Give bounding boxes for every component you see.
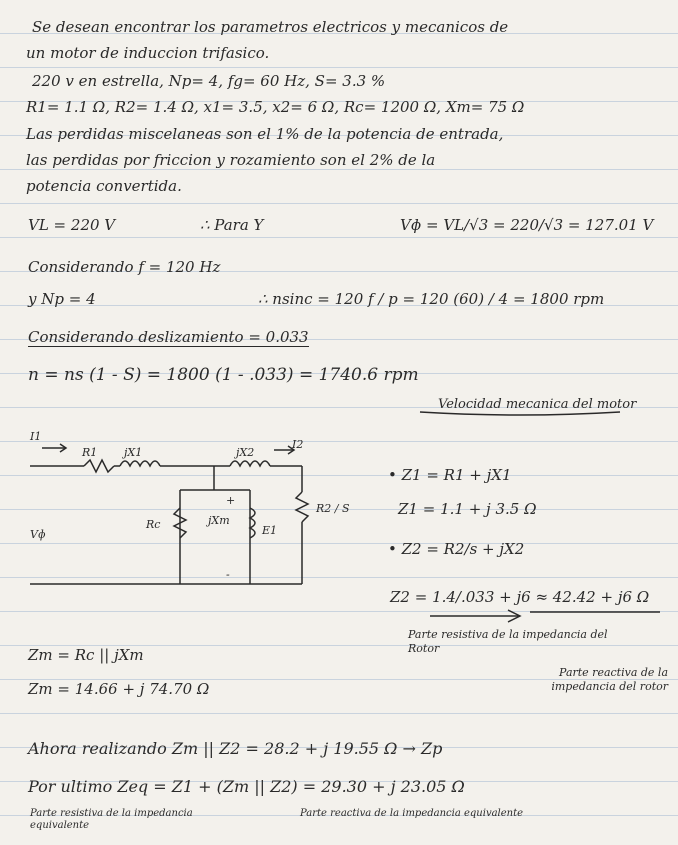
phase-voltage-label: Vɸ <box>30 528 46 541</box>
current-i1-label: I1 <box>30 430 42 443</box>
parallel-impedance-line: Ahora realizando Zm || Z2 = 28.2 + j 19.55 Ω → Zp <box>28 739 443 758</box>
z2-definition: • Z2 = R2/s + jX2 <box>388 540 525 558</box>
phase-voltage-equation: Vɸ = VL/√3 = 220/√3 = 127.01 V <box>400 216 654 234</box>
jx1-label: jX1 <box>124 446 143 459</box>
losses-statement-line-2: las perdidas por friccion y rozamiento son el 2% de la <box>26 151 436 169</box>
given-parameters-line-2: R1= 1.1 Ω, R2= 1.4 Ω, x1= 3.5, x2= 6 Ω, Rc= 1200 Ω, Xm= 75 Ω <box>26 98 525 116</box>
synchronous-speed-equation: ∴ nsinc = 120 f / p = 120 (60) / 4 = 1800 rpm <box>258 290 605 308</box>
r1-label: R1 <box>82 446 98 459</box>
frequency-assumption: Considerando f = 120 Hz <box>28 258 221 276</box>
e1-minus-sign: - <box>226 568 230 581</box>
slip-assumption: Considerando deslizamiento = 0.033 <box>28 328 309 346</box>
rotor-reactive-part-note: Parte reactiva de la impedancia del rotor <box>551 666 668 693</box>
z1-definition: • Z1 = R1 + jX1 <box>388 466 512 484</box>
e1-label: E1 <box>262 524 278 537</box>
losses-statement-line-3: potencia convertida. <box>26 177 182 195</box>
z2-value: Z2 = 1.4/.033 + j6 ≈ 42.42 + j6 Ω <box>390 588 650 606</box>
equivalent-resistive-part-note: Parte resistiva de la impedancia equivalente <box>30 808 193 831</box>
e1-plus-sign: + <box>226 494 236 507</box>
rotor-speed-equation: n = ns (1 - S) = 1800 (1 - .033) = 1740.6 rpm <box>28 365 419 385</box>
given-parameters-line-1: 220 v en estrella, Np= 4, fg= 60 Hz, S= 3.3 % <box>32 72 386 90</box>
line-voltage: VL = 220 V <box>28 216 116 234</box>
problem-statement-line-1: Se desean encontrar los parametros electricos y mecanicos de <box>32 18 509 36</box>
losses-statement-line-1: Las perdidas miscelaneas son el 1% de la potencia de entrada, <box>26 125 504 143</box>
rotor-resistive-part-note: Parte resistiva de la impedancia del Rotor <box>408 628 608 655</box>
jx2-label: jX2 <box>236 446 255 459</box>
poles-assumption: y Np = 4 <box>28 290 96 308</box>
current-i2-label: I2 <box>292 438 304 451</box>
star-connection-note: ∴ Para Y <box>200 216 264 234</box>
jxm-label: jXm <box>208 514 230 527</box>
zm-definition: Zm = Rc || jXm <box>28 646 144 664</box>
equivalent-impedance-line: Por ultimo Zeq = Z1 + (Zm || Z2) = 29.30 + j 23.05 Ω <box>28 777 465 796</box>
r2-over-s-label: R2 / S <box>316 502 350 515</box>
rc-label: Rc <box>146 518 161 531</box>
zm-value: Zm = 14.66 + j 74.70 Ω <box>28 680 210 698</box>
problem-statement-line-2: un motor de induccion trifasico. <box>26 44 270 62</box>
equivalent-reactive-part-note: Parte reactiva de la impedancia equivalente <box>300 808 524 819</box>
mechanical-speed-note: Velocidad mecanica del motor <box>438 397 637 412</box>
z1-value: Z1 = 1.1 + j 3.5 Ω <box>398 500 537 518</box>
